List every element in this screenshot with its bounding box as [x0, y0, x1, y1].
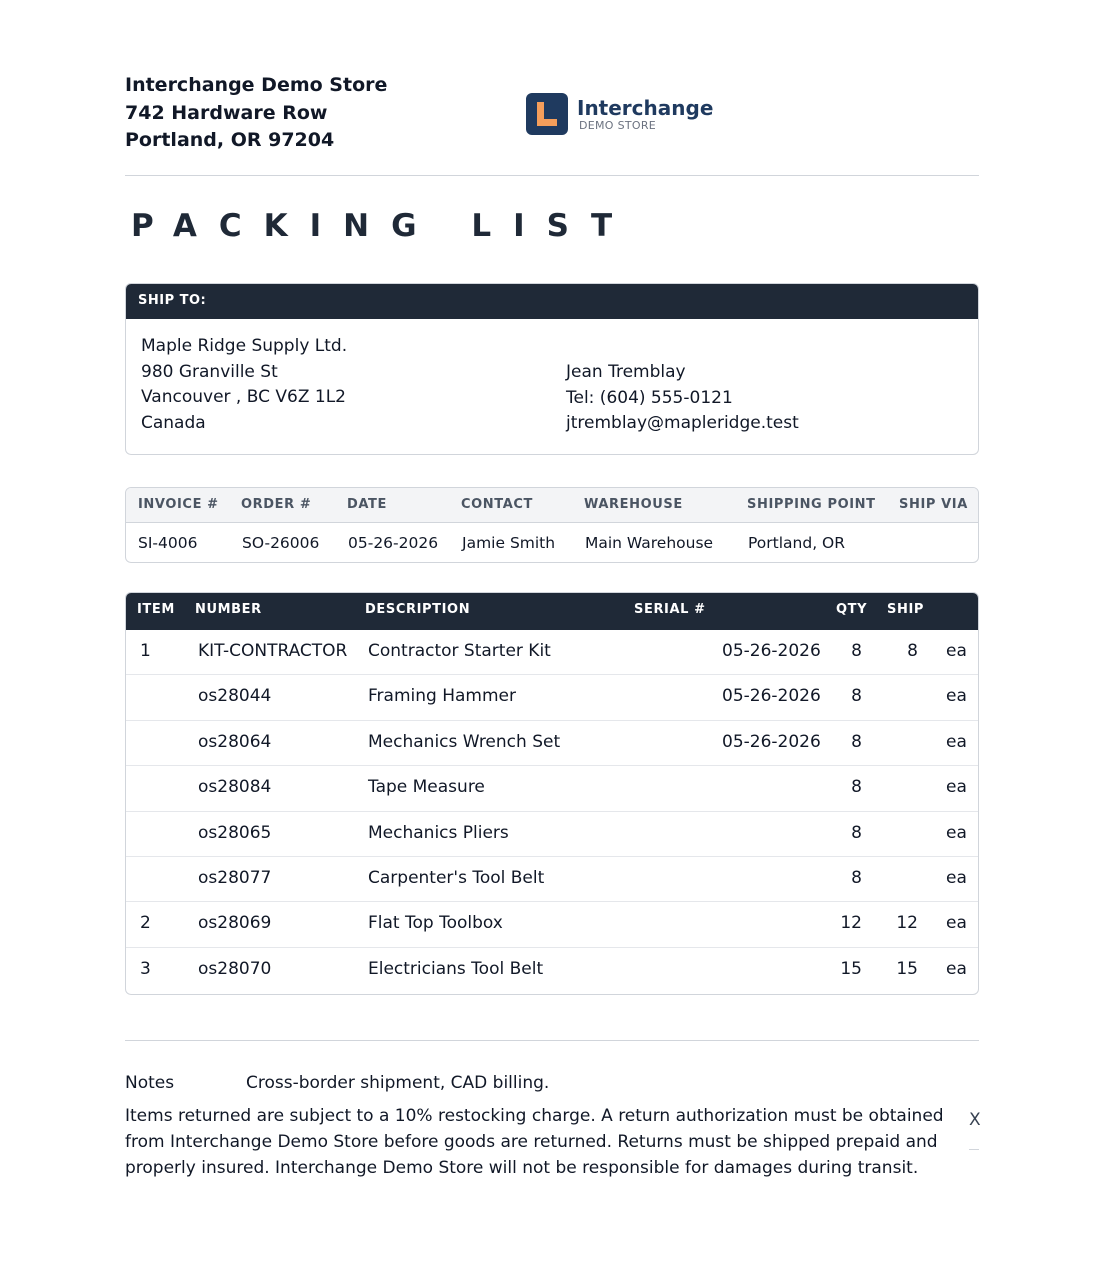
- item-description: Flat Top Toolbox: [368, 913, 503, 934]
- item-unit: ea: [946, 731, 967, 752]
- item-serial: 05-26-2026: [722, 686, 821, 707]
- order-info-row: [126, 523, 978, 563]
- signature-line: [969, 1149, 979, 1150]
- item-ship: 15: [896, 958, 918, 979]
- ship-to-company: Maple Ridge Supply Ltd.: [141, 336, 348, 356]
- item-qty: 8: [851, 777, 862, 798]
- item-qty: 8: [851, 686, 862, 707]
- return-terms: Items returned are subject to a 10% restocking charge. A return authorization must be obtained from Interchange Demo Store before goods are returned. Returns must be shipped prepaid and properly insured. Interchange Demo Store will not be responsible for damages during transit.: [125, 1106, 944, 1178]
- item-description: Mechanics Pliers: [368, 822, 509, 843]
- items-table: [125, 592, 979, 995]
- order-info-header: [126, 488, 978, 523]
- warehouse-name: Main Warehouse: [585, 534, 714, 552]
- table-row: [126, 812, 978, 857]
- contact-name: Jamie Smith: [462, 534, 556, 552]
- order-number: SO-26006: [242, 534, 320, 552]
- item-qty: 12: [840, 913, 862, 934]
- item-qty: 8: [851, 641, 862, 661]
- store-address: [125, 72, 387, 155]
- signature-mark: X: [969, 1110, 981, 1130]
- item-index: 3: [140, 958, 151, 979]
- col-item: ITEM: [137, 602, 175, 617]
- item-description: Carpenter's Tool Belt: [368, 867, 545, 888]
- ship-to-email: jtremblay@mapleridge.test: [566, 413, 799, 433]
- ship-to-country: Canada: [141, 412, 206, 433]
- item-description: Mechanics Wrench Set: [368, 731, 561, 752]
- item-unit: ea: [946, 641, 967, 661]
- order-info-table: [125, 487, 979, 563]
- col-ship: SHIP: [887, 602, 925, 617]
- item-description: Framing Hammer: [368, 686, 516, 707]
- item-number: KIT-CONTRACTOR: [198, 641, 348, 661]
- col-serial: SERIAL #: [634, 602, 706, 617]
- col-ship-via: SHIP VIA: [899, 497, 968, 512]
- ship-to-city: Vancouver , BC V6Z 1L2: [141, 387, 346, 407]
- item-description: Electricians Tool Belt: [368, 958, 544, 979]
- item-index: 1: [140, 641, 151, 661]
- table-row: [126, 766, 978, 811]
- ship-to-header: SHIP TO:: [126, 284, 978, 319]
- col-order: ORDER #: [241, 497, 312, 512]
- item-qty: 8: [851, 867, 862, 888]
- col-date: DATE: [347, 497, 387, 512]
- item-number: os28064: [198, 731, 272, 752]
- table-row: [126, 857, 978, 902]
- item-ship: 8: [907, 641, 918, 661]
- item-description: Contractor Starter Kit: [368, 641, 551, 661]
- item-unit: ea: [946, 913, 967, 934]
- logo-subtitle: DEMO STORE: [579, 118, 657, 132]
- item-unit: ea: [946, 777, 967, 798]
- items-header: [126, 593, 978, 630]
- store-city: Portland, OR 97204: [125, 129, 335, 151]
- col-number: NUMBER: [195, 602, 262, 617]
- store-logo: [526, 93, 713, 135]
- item-qty: 15: [840, 958, 862, 979]
- col-warehouse: WAREHOUSE: [584, 497, 683, 512]
- invoice-number: SI-4006: [138, 534, 198, 552]
- col-description: DESCRIPTION: [365, 602, 471, 617]
- notes-label: Notes: [125, 1073, 175, 1093]
- letter-l-icon: [526, 93, 568, 135]
- item-unit: ea: [946, 686, 967, 707]
- store-street: 742 Hardware Row: [125, 101, 328, 124]
- table-row: [126, 675, 978, 720]
- item-number: os28084: [198, 777, 272, 798]
- item-number: os28070: [198, 958, 272, 979]
- item-number: os28069: [198, 913, 272, 934]
- ship-to-address: [141, 334, 347, 436]
- ship-to-box: [125, 283, 979, 455]
- col-shipping-point: SHIPPING POINT: [747, 497, 876, 512]
- item-unit: ea: [946, 822, 967, 843]
- item-unit: ea: [946, 867, 967, 888]
- item-number: os28077: [198, 867, 272, 888]
- ship-to-tel: Tel: (604) 555-0121: [566, 387, 733, 408]
- ship-to-contact: [566, 360, 799, 437]
- notes-value: Cross-border shipment, CAD billing.: [246, 1073, 550, 1093]
- table-row: [126, 902, 978, 947]
- col-qty: QTY: [836, 602, 868, 617]
- item-serial: 05-26-2026: [722, 641, 821, 661]
- item-number: os28065: [198, 822, 272, 843]
- table-row: [126, 630, 978, 675]
- ship-to-contact-name: Jean Tremblay: [566, 362, 686, 382]
- item-unit: ea: [946, 958, 967, 979]
- items-body: [126, 630, 978, 993]
- table-row: [126, 948, 978, 993]
- item-ship: 12: [896, 913, 918, 934]
- document-title: PACKING LIST: [131, 208, 635, 244]
- col-invoice: INVOICE #: [138, 497, 219, 512]
- item-description: Tape Measure: [368, 777, 485, 798]
- col-contact: CONTACT: [461, 497, 533, 512]
- shipping-point: Portland, OR: [748, 534, 846, 552]
- footer-divider: [125, 1040, 979, 1041]
- item-index: 2: [140, 913, 151, 934]
- item-serial: 05-26-2026: [722, 731, 821, 752]
- order-date: 05-26-2026: [348, 534, 439, 552]
- item-number: os28044: [198, 686, 272, 707]
- store-name: Interchange Demo Store: [125, 74, 388, 96]
- ship-to-street: 980 Granville St: [141, 361, 278, 382]
- logo-name: Interchange: [577, 95, 714, 120]
- item-qty: 8: [851, 822, 862, 843]
- table-row: [126, 721, 978, 766]
- item-qty: 8: [851, 731, 862, 752]
- header-divider: [125, 175, 979, 176]
